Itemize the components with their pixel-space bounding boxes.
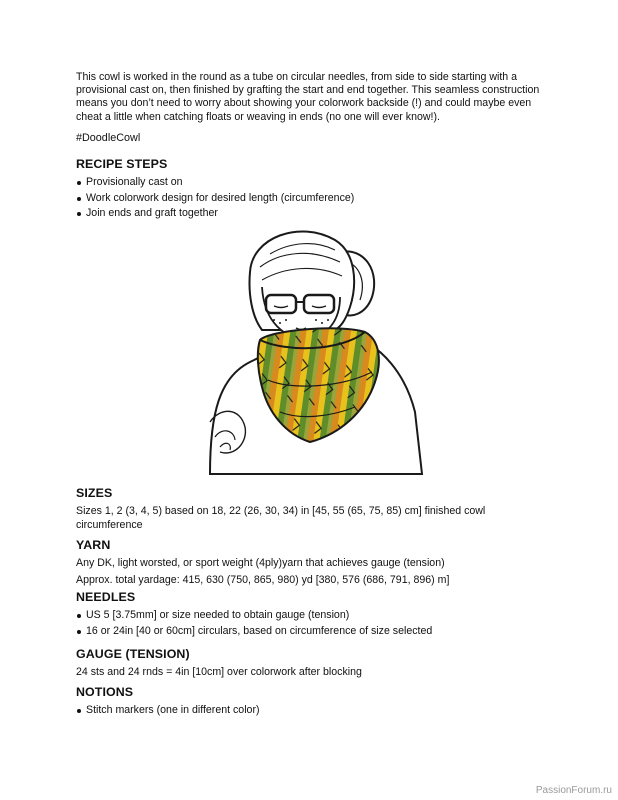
notions-section [76,685,546,719]
recipe-steps-heading: RECIPE STEPS [76,157,168,171]
hashtag: #DoodleCowl [76,131,141,144]
sizes-text: Sizes 1, 2 (3, 4, 5) based on 18, 22 (26, 30, 34) in [45, 55 (65, 75, 85) cm] finished cowl circumference [76,505,486,531]
intro-paragraph: This cowl is worked in the round as a tube on circular needles, from side to side starting with a provisional cast on, then finished by grafting the start and end together. This seamless construction means you don’t need to worry about showing your colorwork backside (!) and could maybe even cheat a little when catching floats or weaving in ends (no one will ever know!). [76,71,540,123]
yarn-heading: YARN [76,538,111,552]
sizes-section [76,486,546,532]
yarn-section [76,538,546,587]
list-item: Work colorwork design for desired length (circumference) [76,191,546,207]
intro-section [76,71,546,144]
gauge-section [76,647,546,679]
woman-wearing-colorwork-cowl-illustration [190,212,430,477]
list-item: Join ends and graft together [76,206,546,222]
list-item: Provisionally cast on [76,175,546,191]
notions-list [76,703,546,719]
yarn-line-2: Approx. total yardage: 415, 630 (750, 865, 980) yd [380, 576 (686, 791, 896) m] [76,574,450,586]
list-item: US 5 [3.75mm] or size needed to obtain gauge (tension) [76,608,546,624]
gauge-text: 24 sts and 24 rnds = 4in [10cm] over colorwork after blocking [76,666,362,678]
gauge-heading: GAUGE (TENSION) [76,647,190,661]
needles-heading: NEEDLES [76,590,136,604]
list-item: Stitch markers (one in different color) [76,703,546,719]
needles-list [76,608,546,639]
sizes-heading: SIZES [76,486,113,500]
needles-section [76,590,546,639]
notions-heading: NOTIONS [76,685,134,699]
watermark: PassionForum.ru [535,785,612,796]
list-item: 16 or 24in [40 or 60cm] circulars, based on circumference of size selected [76,624,546,640]
yarn-line-1: Any DK, light worsted, or sport weight (4ply)yarn that achieves gauge (tension) [76,557,445,569]
